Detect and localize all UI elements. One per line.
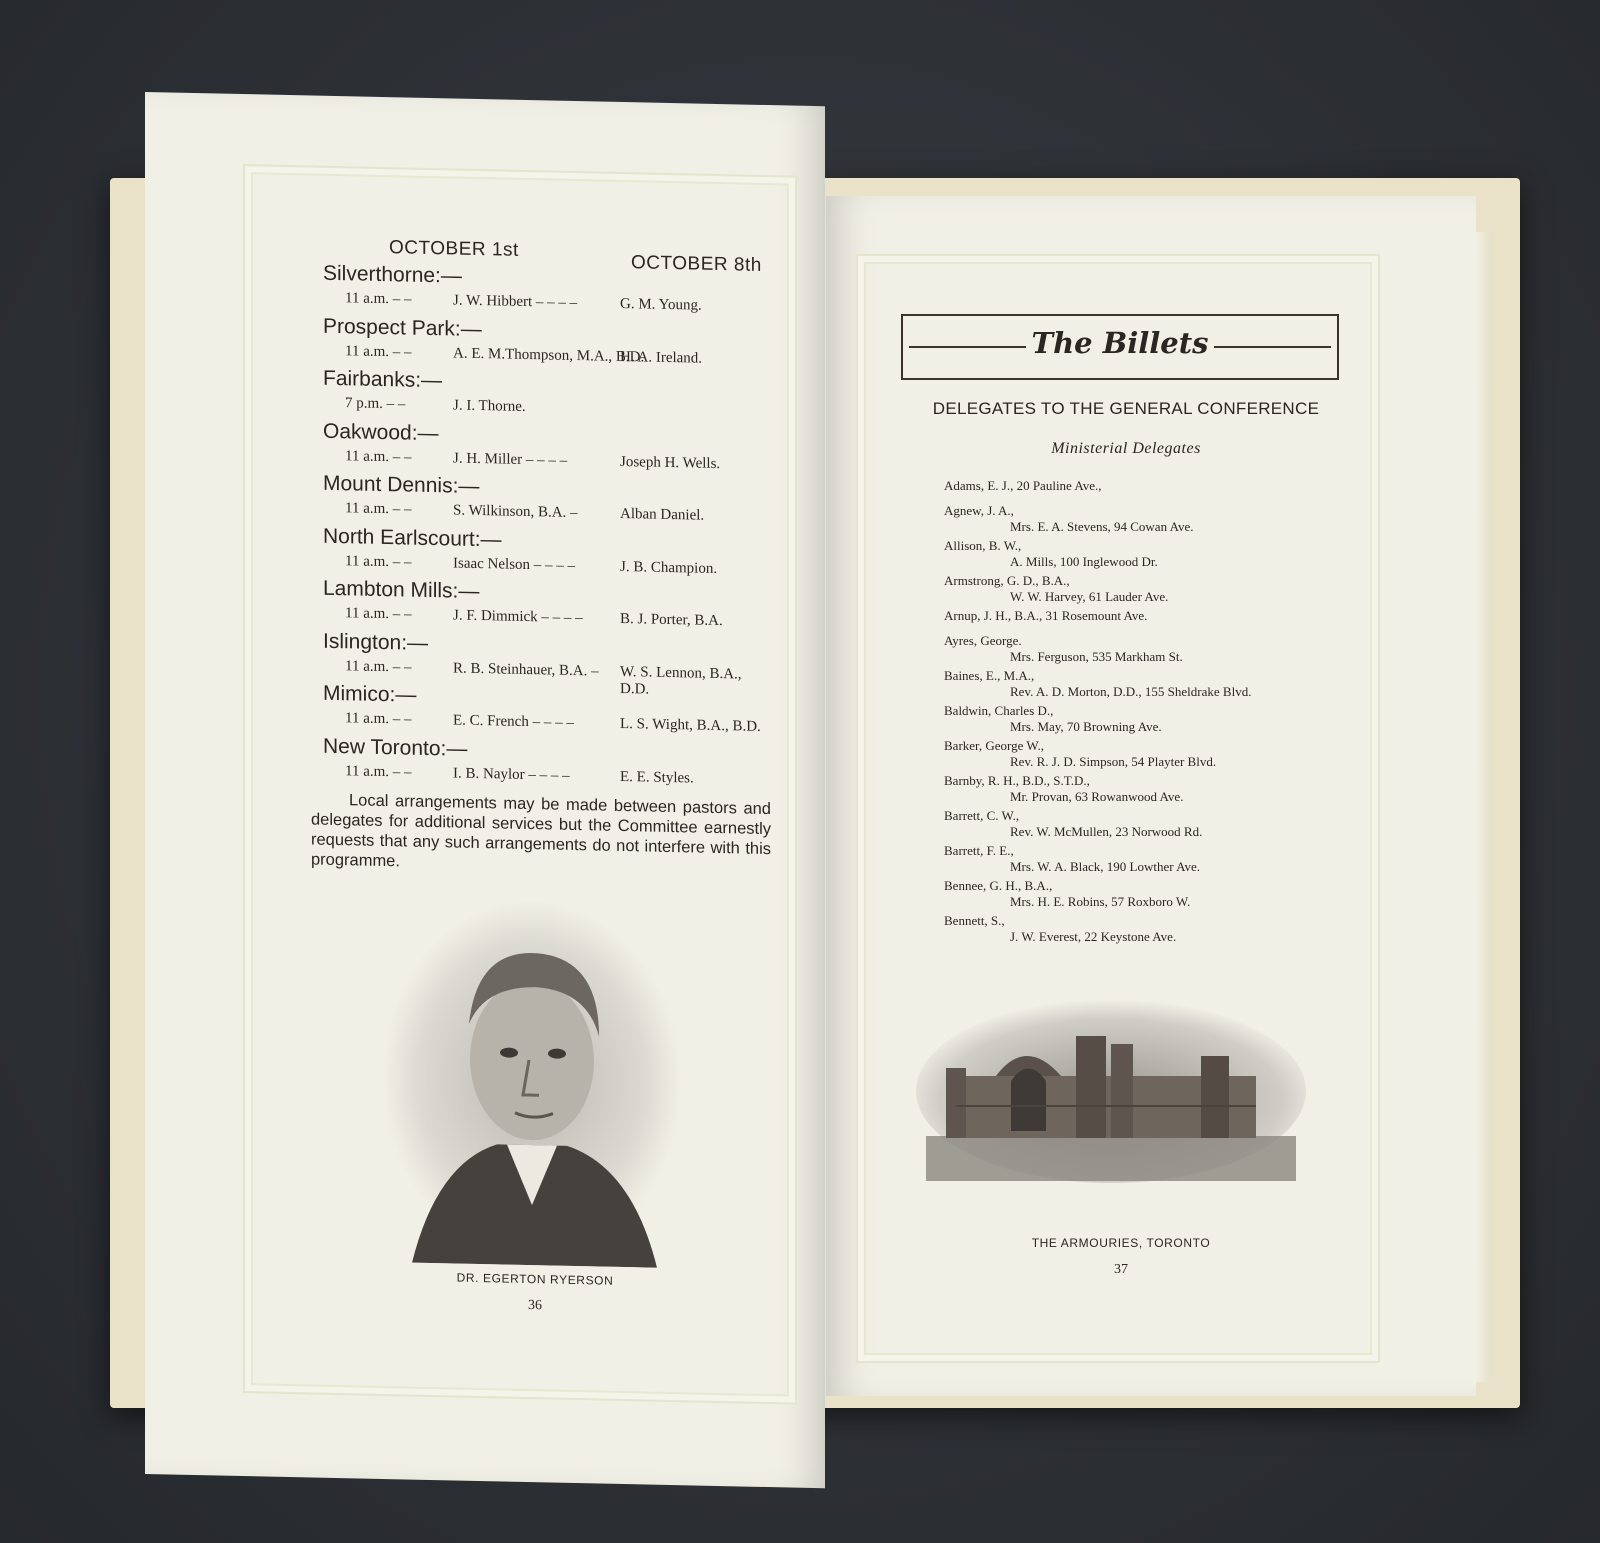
billet-host: Rev. R. J. D. Simpson, 54 Playter Blvd.	[1010, 754, 1217, 769]
billet-host: Rev. W. McMullen, 23 Norwood Rd.	[1010, 824, 1203, 839]
delegate-name: Ayres, George.	[944, 633, 1022, 648]
page-edges	[1474, 232, 1492, 1382]
speaker-october-1: J. F. Dimmick – – – –	[453, 607, 583, 627]
service-time: 11 a.m. – –	[345, 605, 412, 623]
service-time: 11 a.m. – –	[345, 500, 412, 518]
delegate-entry	[944, 808, 1404, 840]
church-name: Mimico:—	[323, 681, 417, 707]
billet-host: W. W. Harvey, 61 Lauder Ave.	[1010, 589, 1169, 604]
service-slot	[345, 710, 765, 735]
speaker-october-8: J. B. Champion.	[620, 558, 718, 577]
service-time: 11 a.m. – –	[345, 762, 412, 781]
church-name: Fairbanks:—	[323, 366, 443, 393]
speaker-october-1: J. H. Miller – – – –	[453, 449, 568, 469]
delegate-name: Armstrong, G. D., B.A.,	[944, 573, 1070, 588]
delegate-entry	[944, 738, 1404, 770]
speaker-october-1: J. W. Hibbert – – – –	[453, 292, 578, 312]
delegate-name: Bennee, G. H., B.A.,	[944, 878, 1053, 893]
page-number-37: 37	[1114, 1262, 1128, 1277]
delegate-entry	[944, 878, 1404, 910]
speaker-october-8: W. S. Lennon, B.A., D.D.	[620, 663, 742, 698]
service-slot	[345, 762, 765, 786]
service-time: 11 a.m. – –	[345, 657, 412, 676]
speaker-october-1: A. E. M.Thompson, M.A., B.D.	[453, 344, 645, 365]
billet-host: Mrs. E. A. Stevens, 94 Cowan Ave.	[1010, 519, 1194, 534]
billet-host: Mrs. May, 70 Browning Ave.	[1010, 719, 1162, 734]
date-header-october-1: OCTOBER 1st	[389, 237, 519, 261]
speaker-october-8: B. J. Porter, B.A.	[620, 610, 723, 630]
delegate-name: Baldwin, Charles D.,	[944, 703, 1054, 718]
ministerial-delegates-heading: Ministerial Delegates	[1051, 440, 1201, 457]
speaker-october-1: Isaac Nelson – – – –	[453, 554, 576, 574]
delegate-entry	[944, 668, 1404, 700]
egerton-ryerson-portrait	[377, 892, 687, 1268]
date-header-october-8: OCTOBER 8th	[631, 252, 762, 276]
billets-banner	[901, 314, 1339, 380]
delegate-name: Barrett, C. W.,	[944, 808, 1020, 823]
billets-title: The Billets	[1026, 326, 1215, 360]
speaker-october-1: S. Wilkinson, B.A. –	[453, 502, 578, 522]
delegate-entry	[944, 538, 1404, 570]
speaker-october-8: G. M. Young.	[620, 295, 702, 314]
church-name: North Earlscourt:—	[323, 524, 502, 551]
service-time: 7 p.m. – –	[345, 395, 406, 413]
speaker-october-8: Joseph H. Wells.	[620, 453, 721, 472]
delegate-name: Bennett, S.,	[944, 913, 1005, 928]
delegate-entry	[944, 703, 1404, 735]
speaker-october-8: L. S. Wight, B.A., B.D.	[620, 715, 761, 735]
church-name: Mount Dennis:—	[323, 471, 480, 499]
delegate-entry	[944, 478, 1404, 494]
delegate-name: Baines, E., M.A.,	[944, 668, 1035, 683]
billet-host: J. W. Everest, 22 Keystone Ave.	[1010, 929, 1177, 944]
service-time: 11 a.m. – –	[345, 552, 412, 571]
armouries-caption: THE ARMOURIES, TORONTO	[1031, 1236, 1211, 1250]
service-slot	[345, 447, 765, 472]
speaker-october-1: E. C. French – – – –	[453, 712, 574, 731]
left-page	[145, 92, 825, 1488]
billet-host: Rev. A. D. Morton, D.D., 155 Sheldrake Blvd.	[1010, 684, 1252, 699]
delegate-entry	[944, 633, 1404, 665]
conference-heading: DELEGATES TO THE GENERAL CONFERENCE	[932, 399, 1320, 418]
church-name: Silverthorne:—	[323, 261, 462, 288]
delegate-name: Adams, E. J., 20 Pauline Ave.,	[944, 478, 1102, 493]
speaker-october-1: J. I. Thorne.	[453, 397, 526, 415]
delegate-name: Barnby, R. H., B.D., S.T.D.,	[944, 773, 1090, 788]
service-slot	[345, 500, 765, 524]
delegate-entry	[944, 573, 1404, 605]
service-time: 11 a.m. – –	[345, 290, 412, 308]
service-slot	[345, 395, 765, 415]
church-name: Prospect Park:—	[323, 314, 482, 341]
billet-host: Mrs. W. A. Black, 190 Lowther Ave.	[1010, 859, 1201, 874]
service-slot	[345, 552, 765, 577]
delegate-entry	[944, 773, 1404, 805]
delegate-entry	[944, 503, 1404, 535]
billet-host: Mrs. Ferguson, 535 Markham St.	[1010, 649, 1183, 664]
page-number-36: 36	[528, 1298, 542, 1314]
delegate-name: Barrett, F. E.,	[944, 843, 1014, 858]
billet-host: A. Mills, 100 Inglewood Dr.	[1010, 554, 1158, 569]
service-slot	[345, 290, 765, 314]
service-slot	[345, 605, 765, 630]
armouries-photo	[916, 996, 1306, 1186]
service-time: 11 a.m. – –	[345, 342, 412, 361]
delegate-name: Arnup, J. H., B.A., 31 Rosemount Ave.	[944, 608, 1148, 623]
speaker-october-1: R. B. Steinhauer, B.A. –	[453, 659, 599, 680]
speaker-october-8: H. A. Ireland.	[620, 348, 703, 367]
delegate-entry	[944, 913, 1404, 945]
delegate-entry	[944, 843, 1404, 875]
delegate-name: Barker, George W.,	[944, 738, 1044, 753]
service-time: 11 a.m. – –	[345, 710, 412, 728]
delegate-list	[944, 478, 1404, 948]
church-name: Lambton Mills:—	[323, 576, 480, 604]
church-name: Oakwood:—	[323, 419, 439, 445]
service-slot	[345, 342, 765, 367]
delegate-name: Agnew, J. A.,	[944, 503, 1014, 518]
church-name: New Toronto:—	[323, 734, 468, 761]
portrait-caption: DR. EGERTON RYERSON	[456, 1270, 614, 1288]
billet-host: Mr. Provan, 63 Rowanwood Ave.	[1010, 789, 1184, 804]
speaker-october-1: I. B. Naylor – – – –	[453, 764, 570, 784]
service-time: 11 a.m. – –	[345, 447, 412, 466]
right-page	[826, 196, 1476, 1396]
church-name: Islington:—	[323, 629, 429, 655]
billet-host: Mrs. H. E. Robins, 57 Roxboro W.	[1010, 894, 1191, 909]
delegate-name: Allison, B. W.,	[944, 538, 1022, 553]
arrangements-note: Local arrangements may be made between pastors and delegates for additional services but the Committee earnestly requests that any such arrangements do not interfere with this programme.	[311, 791, 771, 871]
speaker-october-8: E. E. Styles.	[620, 768, 694, 786]
speaker-october-8: Alban Daniel.	[620, 505, 705, 524]
delegate-entry	[944, 608, 1404, 624]
